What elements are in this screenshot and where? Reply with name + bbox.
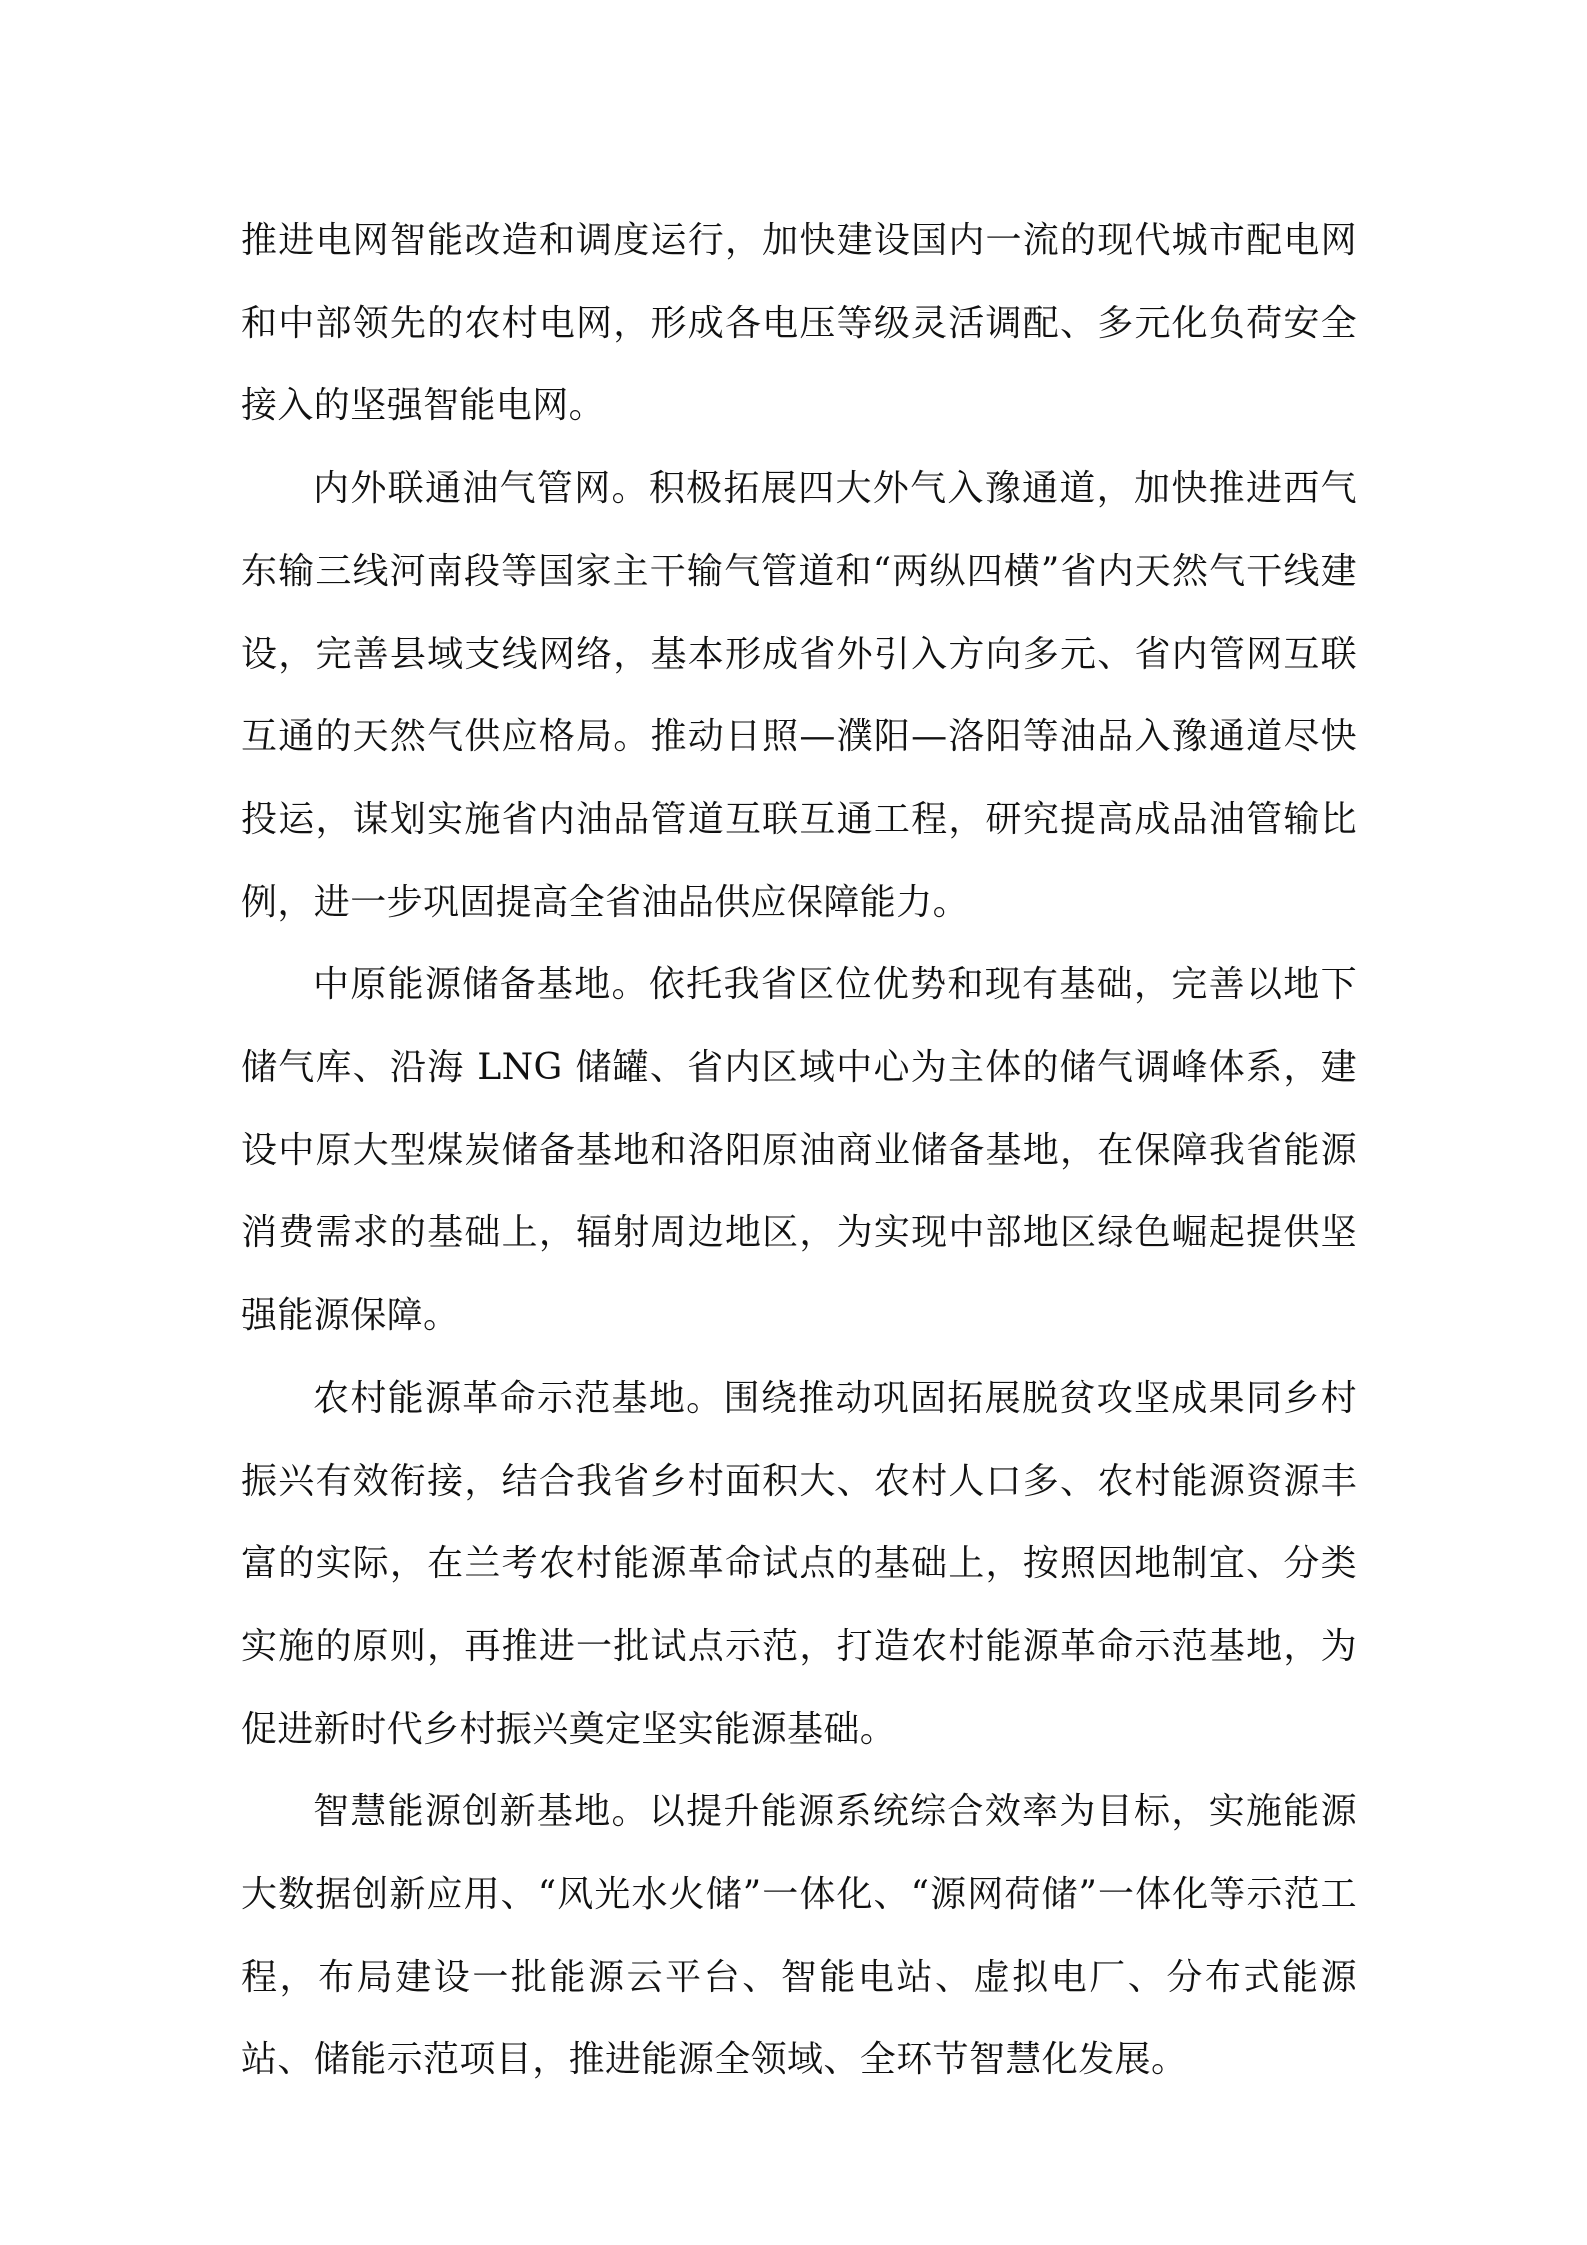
paragraph-oil-gas-network: 内外联通油气管网。积极拓展四大外气入豫通道，加快推进西气东输三线河南段等国家主干输气管道和“两纵四横”省内天然气干线建设，完善县域支线网络，基本形成省外引入方向多元、省内管网互联互通的天然气供应格局。推动日照—濮阳—洛阳等油品入豫通道尽快投运，谋划实施省内油品管道互联互通工程，研究提高成品油管输比例，进一步巩固提高全省油品供应保障能力。 [241, 468, 1357, 923]
paragraph-rural-energy-base: 农村能源革命示范基地。围绕推动巩固拓展脱贫攻坚成果同乡村振兴有效衔接，结合我省乡村面积大、农村人口多、农村能源资源丰富的实际，在兰考农村能源革命试点的基础上，按照因地制宜、分类实施的原则，再推进一批试点示范，打造农村能源革命示范基地，为促进新时代乡村振兴奠定坚实能源基础。 [241, 1377, 1357, 1750]
paragraph-smart-energy-base: 智慧能源创新基地。以提升能源系统综合效率为目标，实施能源大数据创新应用、“风光水火储”一体化、“源网荷储”一体化等示范工程，布局建设一批能源云平台、智能电站、虚拟电厂、分布式能源站、储能示范项目，推进能源全领域、全环节智慧化发展。 [241, 1791, 1357, 2081]
document-body [241, 200, 1357, 2102]
paragraph-energy-reserve-base: 中原能源储备基地。依托我省区位优势和现有基础，完善以地下储气库、沿海 LNG 储罐、省内区域中心为主体的储气调峰体系，建设中原大型煤炭储备基地和洛阳原油商业储备基地，在保障我省能源消费需求的基础上，辐射周边地区，为实现中部地区绿色崛起提供坚强能源保障。 [241, 964, 1357, 1337]
paragraph-smart-grid: 推进电网智能改造和调度运行，加快建设国内一流的现代城市配电网和中部领先的农村电网，形成各电压等级灵活调配、多元化负荷安全接入的坚强智能电网。 [241, 220, 1357, 427]
